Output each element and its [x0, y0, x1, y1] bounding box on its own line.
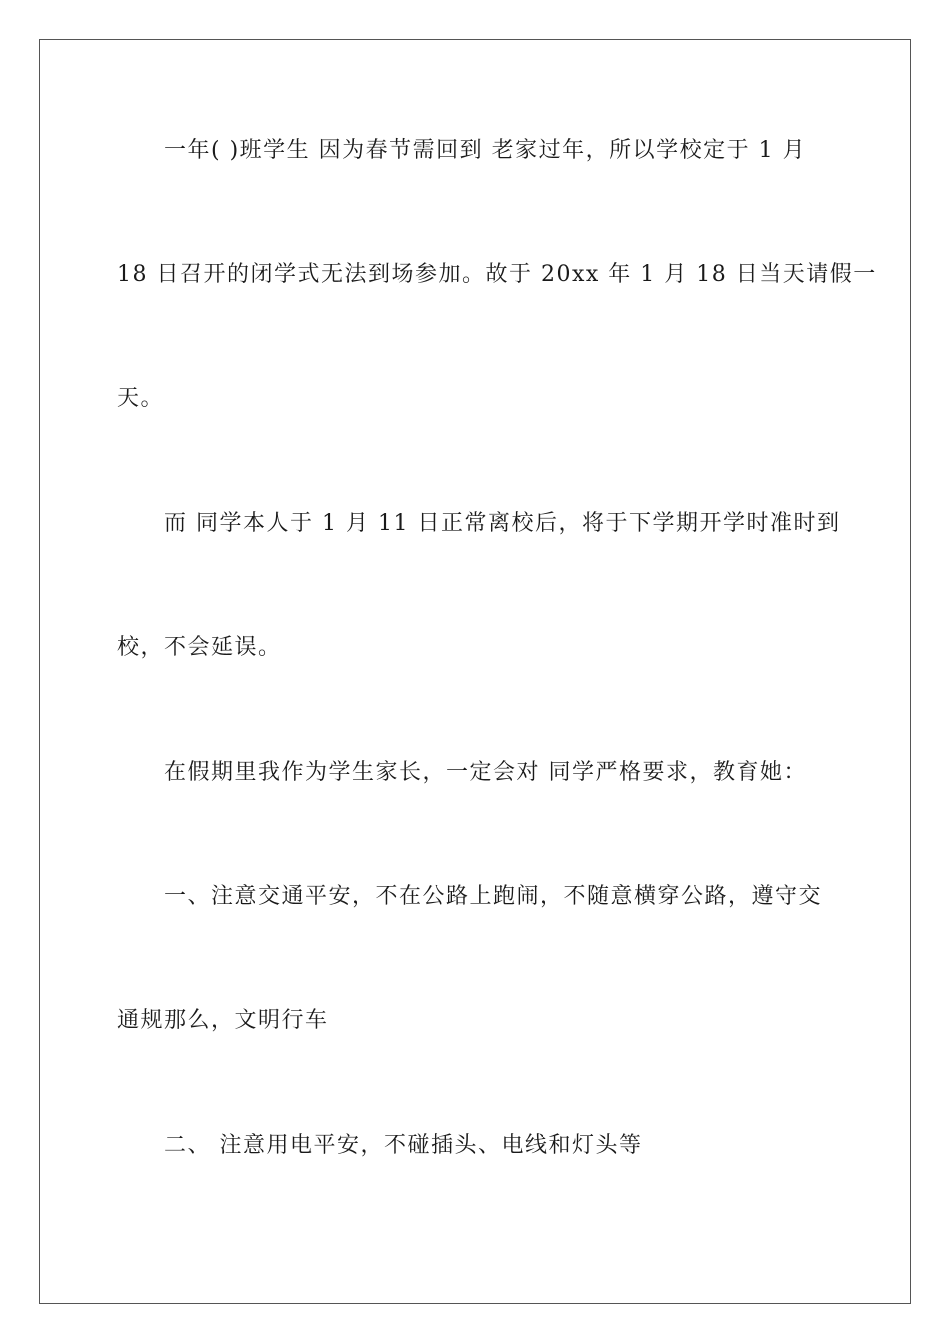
paragraph-4-line-2: 通规那么，文明行车 — [117, 1008, 329, 1033]
page-frame — [39, 39, 911, 1304]
paragraph-1-line-1: 一年( )班学生 因为春节需回到 老家过年，所以学校定于 1 月 — [164, 138, 807, 163]
paragraph-5-line-1: 二、 注意用电平安，不碰插头、电线和灯头等 — [164, 1133, 643, 1158]
paragraph-4-line-1: 一、注意交通平安，不在公路上跑闹，不随意横穿公路，遵守交 — [164, 884, 823, 909]
paragraph-2-line-1: 而 同学本人于 1 月 11 日正常离校后，将于下学期开学时准时到 — [164, 511, 841, 536]
paragraph-3-line-1: 在假期里我作为学生家长，一定会对 同学严格要求，教育她： — [164, 760, 807, 785]
paragraph-2-line-2: 校，不会延误。 — [117, 635, 282, 660]
paragraph-1-line-3: 天。 — [117, 386, 165, 411]
paragraph-1-line-2: 18 日召开的闭学式无法到场参加。故于 20xx 年 1 月 18 日当天请假一 — [117, 262, 877, 287]
